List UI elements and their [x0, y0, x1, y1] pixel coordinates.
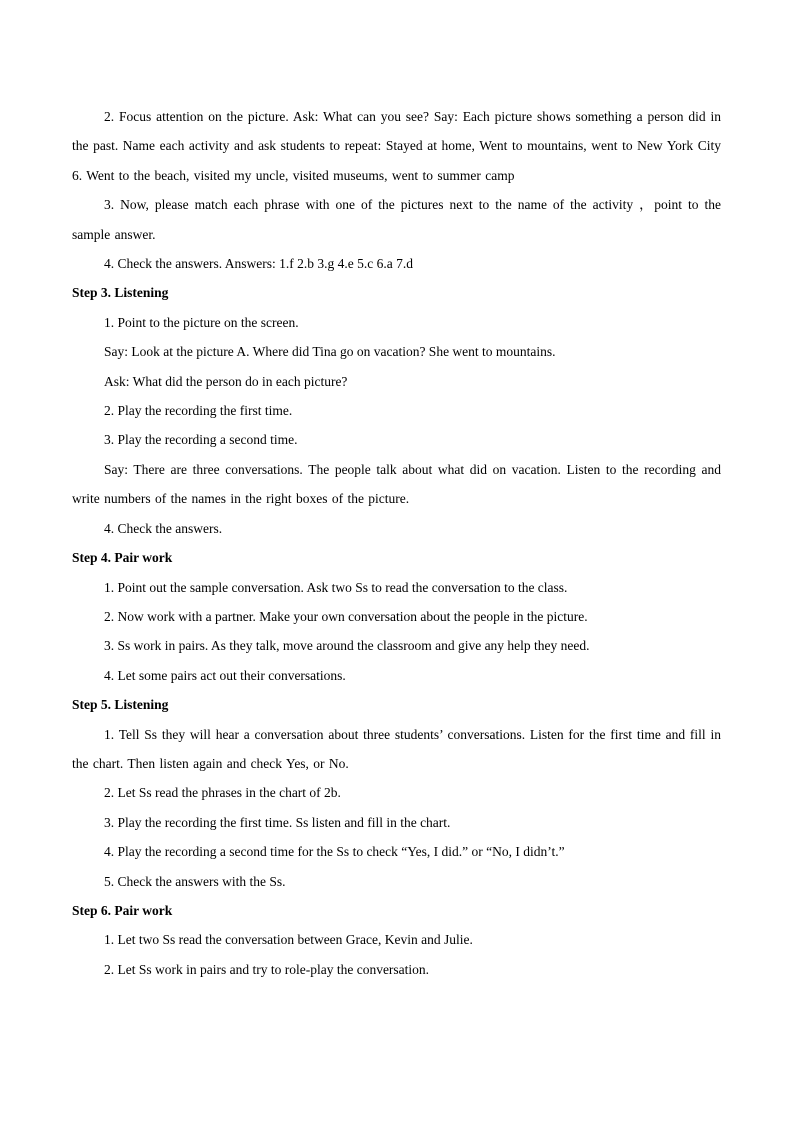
step-4-section	[72, 543, 721, 690]
step-5-paragraph: 1. Tell Ss they will hear a conversation about three students’ conversations. Listen for the first time and fill in the chart. Then listen again and check Yes, or No.	[72, 726, 721, 771]
step-4-line-1: 1. Point out the sample conversation. Ask two Ss to read the conversation to the class.	[104, 579, 568, 595]
intro-paragraph-4: 4. Check the answers. Answers: 1.f 2.b 3.g 4.e 5.c 6.a 7.d	[104, 256, 413, 272]
step-5-heading: Step 5. Listening	[72, 697, 169, 713]
step-4-line-3: 3. Ss work in pairs. As they talk, move around the classroom and give any help they need.	[104, 638, 590, 654]
step-6-section	[72, 896, 721, 984]
step-4-line-4: 4. Let some pairs act out their conversations.	[104, 667, 346, 683]
step-3-section	[72, 278, 721, 543]
step-3-line-2: Say: Look at the picture A. Where did Tina go on vacation? She went to mountains.	[104, 344, 556, 360]
step-3-line-last: 4. Check the answers.	[104, 520, 223, 536]
document-page	[72, 102, 721, 984]
step-3-line-4: 2. Play the recording the first time.	[104, 403, 293, 419]
step-3-heading: Step 3. Listening	[72, 285, 169, 301]
step-5-line-3: 3. Play the recording the first time. Ss listen and fill in the chart.	[104, 814, 451, 830]
step-6-heading: Step 6. Pair work	[72, 902, 173, 918]
intro-paragraph-2: 2. Focus attention on the picture. Ask: What can you see? Say: Each picture shows something a person did in the past. Name each activity and ask students to repeat: Stayed at home, Went to mountains, went to New York City 6. Went to the beach, visited my uncle, visited museums, went to summer camp	[72, 109, 721, 183]
step-5-line-5: 5. Check the answers with the Ss.	[104, 873, 286, 889]
step-6-line-2: 2. Let Ss work in pairs and try to role-play the conversation.	[104, 961, 430, 977]
step-4-line-2: 2. Now work with a partner. Make your own conversation about the people in the picture.	[104, 608, 588, 624]
intro-paragraph-3: 3. Now, please match each phrase with one of the pictures next to the name of the activity ，point to the sample answer.	[72, 197, 721, 242]
step-4-heading: Step 4. Pair work	[72, 550, 173, 566]
step-6-line-1: 1. Let two Ss read the conversation between Grace, Kevin and Julie.	[104, 932, 473, 948]
step-5-line-2: 2. Let Ss read the phrases in the chart of 2b.	[104, 785, 341, 801]
step-3-line-3: Ask: What did the person do in each picture?	[104, 373, 348, 389]
step-3-line-1: 1. Point to the picture on the screen.	[104, 314, 299, 330]
step-3-line-5: 3. Play the recording a second time.	[104, 432, 298, 448]
step-3-paragraph: Say: There are three conversations. The people talk about what did on vacation. Listen to the recording and write numbers of the names in the right boxes of the picture.	[72, 461, 721, 507]
step-5-line-4: 4. Play the recording a second time for the Ss to check “Yes, I did.” or “No, I didn’t.”	[104, 844, 565, 860]
step-5-section	[72, 690, 721, 896]
